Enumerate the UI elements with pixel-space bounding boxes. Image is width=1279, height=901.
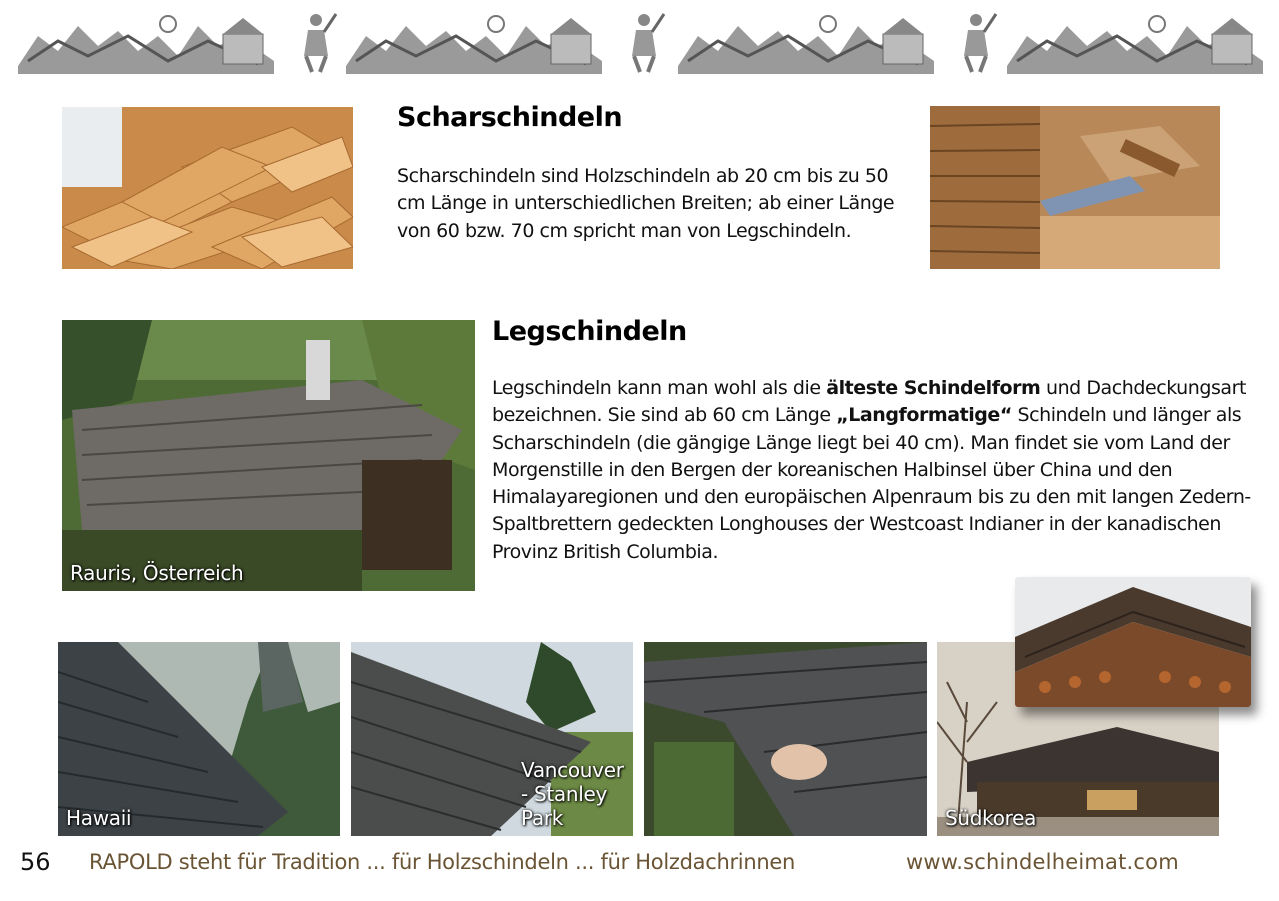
photo-shingle-closeup-hand	[644, 642, 927, 836]
footer-website-link[interactable]: www.schindelheimat.com	[906, 850, 1179, 874]
photo-rauris-roof	[62, 320, 475, 591]
heading-legschindeln: Legschindeln	[492, 316, 687, 347]
frieze-figure-illustration	[948, 6, 1004, 74]
footer-slogan: RAPOLD steht für Tradition ... für Holzschindeln ... für Holzdachrinnen	[89, 850, 795, 874]
paragraph-legschindeln-part-3: Schindeln und länger als Scharschindeln (die gängige Länge liegt bei 40 cm). Man findet sie vom Land der Morgenstille in den Bergen der koreanischen Halbinsel über China und den Himalayaregionen und den europäischen Alpenraum bis zu den mit langen Zedern-Spaltbrettern gedeckten Longhouses der Westcoast Indianer in der kanadischen Provinz British Columbia.	[492, 404, 1251, 563]
frieze-woodcutters-illustration	[678, 6, 934, 74]
paragraph-legschindeln-part-1: Legschindeln kann man wohl als die	[492, 377, 827, 399]
heading-scharschindeln: Scharschindeln	[397, 102, 623, 133]
frieze-woodcutters-illustration	[1007, 6, 1263, 74]
paragraph-legschindeln	[492, 375, 1272, 566]
frieze-figure-illustration	[616, 6, 672, 74]
frieze-figure-illustration	[288, 6, 344, 74]
emphasis-aelteste-schindelform: älteste Schindelform	[826, 377, 1041, 399]
caption-hawaii: Hawaii	[66, 806, 132, 830]
paragraph-scharschindeln: Scharschindeln sind Holzschindeln ab 20 cm bis zu 50 cm Länge in unterschiedlichen Breiten; ab einer Länge von 60 bzw. 70 cm spricht man von Legschindeln.	[397, 165, 895, 242]
photo-shingle-pile	[62, 107, 353, 269]
emphasis-langformatige: „Langformatige“	[836, 404, 1012, 427]
photo-hawaii-roof	[58, 642, 340, 836]
page-number: 56	[20, 848, 51, 876]
decorative-frieze	[18, 6, 1263, 74]
photo-shingle-stack-with-froe	[930, 106, 1220, 269]
frieze-woodcutters-illustration	[346, 6, 602, 74]
paragraph-legschindeln-part-2: und Dachdeckungsart bezeichnen. Sie sind ab 60 cm Länge	[492, 377, 1246, 427]
frieze-woodcutters-illustration	[18, 6, 274, 74]
photo-vancouver-stanley-park	[351, 642, 633, 836]
photo-korean-roof-detail	[1015, 577, 1251, 707]
caption-rauris: Rauris, Österreich	[70, 561, 244, 585]
caption-suedkorea: Südkorea	[945, 806, 1037, 830]
caption-vancouver: Vancouver - Stanley Park	[521, 758, 624, 830]
